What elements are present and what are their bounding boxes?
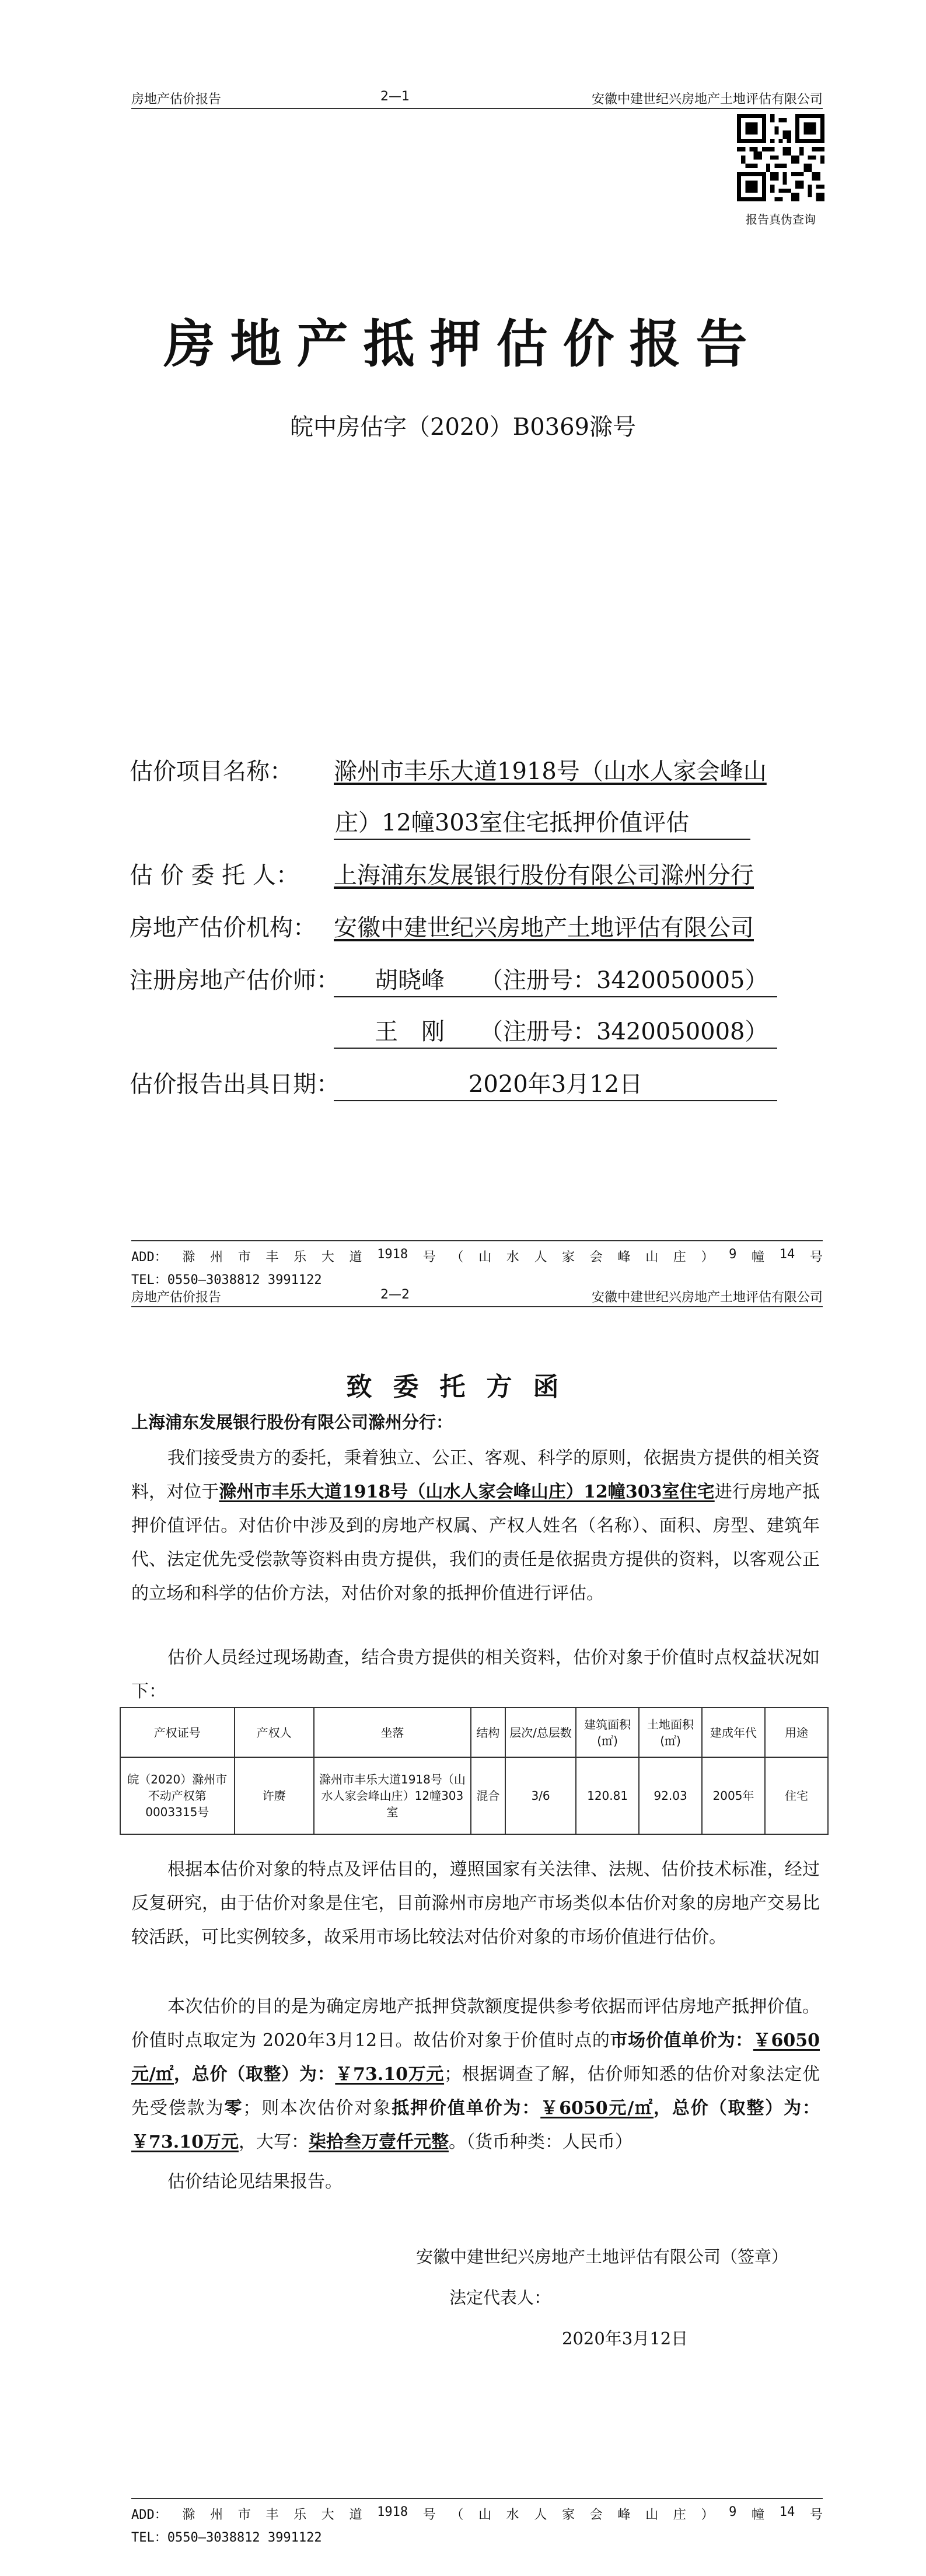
- table-header: 土地面积(㎡): [639, 1708, 702, 1757]
- table-header: 用途: [765, 1708, 828, 1757]
- table-cell: 皖（2020）滁州市不动产权第0003315号: [120, 1757, 235, 1834]
- page1-header: [131, 85, 823, 109]
- footer-address-part: 人: [534, 1250, 547, 1265]
- p3-text: 根据本估价对象的特点及评估目的，遵照国家有关法律、法规、估价技术标准，经过反复研究，由于估价对象是住宅，目前滁州市房地产市场类似本估价对象的房地产交易比较活跃，可比实例较多，故采用市场比较法对估价对象的市场价值进行估价。: [131, 1859, 820, 1947]
- footer-address-part: 峰: [617, 2508, 631, 2522]
- client-label: 估 价 委 托 人：: [130, 862, 299, 889]
- footer-address-part: 滁: [182, 2508, 195, 2522]
- header-right: 安徽中建世纪兴房地产土地评估有限公司: [591, 1290, 823, 1305]
- p4-market-total: ￥73.10万元: [335, 2064, 445, 2085]
- footer-address-part: 州: [210, 2508, 223, 2522]
- footer-address-part: 山: [645, 1250, 659, 1265]
- footer-address-part: 家: [562, 1250, 575, 1265]
- p4-market-unit-label: 市场价值单价为：: [610, 2030, 753, 2051]
- p4-text: ，大写：: [238, 2132, 309, 2152]
- document-number: 皖中房估字（2020）B0369滁号: [290, 414, 636, 441]
- footer-address-part: 大: [321, 1250, 334, 1265]
- letter-greeting: 上海浦东发展银行股份有限公司滁州分行：: [131, 1412, 453, 1432]
- footer-address-part: 道: [349, 1250, 362, 1265]
- qr-code-icon: [737, 114, 824, 201]
- signature-date: 2020年3月12日: [562, 2329, 689, 2348]
- p4-mortgage-total-label: ，总价（取整）为：: [654, 2098, 820, 2118]
- agency-row: [130, 909, 754, 943]
- project-name-row2: [130, 804, 750, 840]
- agency-label: 房地产估价机构：: [130, 914, 316, 941]
- p4-text: 本次估价的目的是为确定房地产抵押贷款额度提供参考依据而评估房地产抵押价值。价值时点取定为 2020年3月12日。故估价对象于价值时点的: [131, 1996, 820, 2051]
- footer-address-part: 庄: [673, 1250, 686, 1265]
- footer-address-part: 号: [422, 1250, 436, 1265]
- footer-address-part: 幢: [752, 2508, 765, 2522]
- table-cell: 滁州市丰乐大道1918号（山水人家会峰山庄）12幢303室: [314, 1757, 471, 1834]
- client-value: 上海浦东发展银行股份有限公司滁州分行: [334, 862, 754, 889]
- table-header: 产权证号: [120, 1708, 235, 1757]
- page2-header: [131, 1283, 823, 1307]
- project-name-label: 估价项目名称：: [130, 758, 293, 785]
- signature-legal-rep: 法定代表人：: [449, 2288, 551, 2308]
- report-date-label: 估价报告出具日期：: [130, 1071, 340, 1098]
- footer-address-part: 州: [210, 1250, 223, 1265]
- footer-address-part: （: [450, 1250, 464, 1265]
- table-cell: 2005年: [702, 1757, 765, 1834]
- footer-address-part: 会: [589, 1250, 603, 1265]
- p1-text-c: 进行房地产抵押价值评估。对估价中涉及到的房地产权属、产权人姓名（名称）、面积、房型、建筑年代、法定优先受偿款等资料由贵方提供，我们的责任是依据贵方提供的资料，以客观公正的立场和科学的估价方法，对估价对象的抵押价值进行评估。: [131, 1482, 820, 1604]
- qr-caption: 报告真伪查询: [746, 212, 816, 226]
- footer-address-part: 市: [237, 1250, 251, 1265]
- table-cell: 许赓: [235, 1757, 314, 1834]
- footer-address: [131, 1247, 823, 1265]
- p4-amount-in-words: 柒拾叁万壹仟元整: [308, 2132, 449, 2152]
- appraiser-1: 胡晓峰 （注册号：3420050005）: [334, 962, 777, 997]
- footer-address-part: ）: [701, 2508, 714, 2522]
- table-header-row: [120, 1708, 828, 1757]
- letter-paragraph-1: [131, 1441, 820, 1611]
- p4-market-unit-price: ￥6050元/㎡: [131, 2030, 820, 2085]
- footer-address-part: 1918: [377, 1247, 408, 1262]
- report-title: 房地产抵押估价报告: [163, 313, 763, 374]
- table-cell: 混合: [471, 1757, 505, 1834]
- appraiser-row: [130, 962, 777, 997]
- client-row: [130, 857, 754, 890]
- footer-address-part: 家: [562, 2508, 575, 2522]
- p1-property-address: 滁州市丰乐大道1918号（山水人家会峰山庄）12幢303室住宅: [219, 1482, 715, 1502]
- footer-address-part: 庄: [673, 2508, 686, 2522]
- p4-text: ；根据调查了解，估价师知悉的估价对象法定优先受偿款为: [131, 2064, 820, 2118]
- footer-address-part: 丰: [265, 2508, 279, 2522]
- letter-title: 致委托方函: [346, 1372, 580, 1402]
- footer-address-part: 人: [534, 2508, 547, 2522]
- footer-address-part: 乐: [293, 2508, 307, 2522]
- header-right: 安徽中建世纪兴房地产土地评估有限公司: [591, 92, 823, 107]
- footer-address-part: 14: [779, 1247, 795, 1262]
- footer-address-part: 幢: [752, 1250, 765, 1265]
- p4-market-total-label: ，总价（取整）为：: [174, 2064, 336, 2085]
- footer-address-part: 号: [809, 2508, 823, 2522]
- appraiser-2: 王 刚 （注册号：3420050008）: [334, 1013, 777, 1049]
- p4-mortgage-unit-price: ￥6050元/㎡: [540, 2098, 654, 2118]
- footer-address-part: 9: [729, 2505, 737, 2519]
- page2-footer: [131, 2498, 823, 2546]
- footer-address-part: 峰: [617, 1250, 631, 1265]
- table-row: [120, 1757, 828, 1834]
- table-cell: 住宅: [765, 1757, 828, 1834]
- footer-address-part: ADD：: [131, 1250, 167, 1265]
- footer-tel: TEL：0550—3038812 3991122: [131, 2530, 322, 2545]
- footer-address-part: ADD：: [131, 2508, 167, 2522]
- project-name-row: [130, 753, 767, 786]
- footer-address-part: 1918: [377, 2505, 408, 2519]
- appraiser-label: 注册房地产估价师：: [130, 967, 340, 994]
- footer-address-part: 山: [478, 1250, 492, 1265]
- footer-address: [131, 2505, 823, 2523]
- footer-address-part: 市: [237, 2508, 251, 2522]
- footer-address-part: ）: [701, 1250, 714, 1265]
- footer-address-part: 道: [349, 2508, 362, 2522]
- footer-address-part: （: [450, 2508, 464, 2522]
- footer-address-part: 会: [589, 2508, 603, 2522]
- project-name-line2: 庄）12幢303室住宅抵押价值评估: [334, 804, 750, 840]
- appraiser-row2: [130, 1013, 777, 1049]
- table-header: 建筑面积(㎡): [576, 1708, 639, 1757]
- footer-address-part: 丰: [265, 1250, 279, 1265]
- footer-address-part: 9: [729, 1247, 737, 1262]
- table-header: 层次/总层数: [505, 1708, 576, 1757]
- letter-paragraph-5: [131, 2165, 820, 2199]
- table-cell: 92.03: [639, 1757, 702, 1834]
- footer-address-part: 滁: [182, 1250, 195, 1265]
- table-header: 结构: [471, 1708, 505, 1757]
- letter-paragraph-4: [131, 1990, 820, 2159]
- header-page-number: 2—1: [380, 89, 410, 104]
- p2-text: 估价人员经过现场勘查，结合贵方提供的相关资料，估价对象于价值时点权益状况如下：: [131, 1647, 820, 1702]
- table-header: 坐落: [314, 1708, 471, 1757]
- footer-address-part: 山: [645, 2508, 659, 2522]
- p4-text: 。（货币种类：人民币）: [448, 2132, 633, 2152]
- p4-priority-claim: 零: [224, 2098, 243, 2118]
- letter-paragraph-3: [131, 1853, 820, 1954]
- signature-company: 安徽中建世纪兴房地产土地评估有限公司（签章）: [416, 2247, 789, 2267]
- header-left: 房地产估价报告: [131, 1290, 222, 1305]
- letter-paragraph-2: [131, 1641, 820, 1709]
- p1-text-a: 我们接受贵方的委托，秉着独立、公正、客观、科学的原则，依据贵方提供的相关资料，对位于: [131, 1448, 820, 1502]
- footer-address-part: 号: [422, 2508, 436, 2522]
- table-cell: 3/6: [505, 1757, 576, 1834]
- footer-address-part: 水: [506, 1250, 519, 1265]
- header-left: 房地产估价报告: [131, 92, 222, 107]
- project-name-line1: 滁州市丰乐大道1918号（山水人家会峰山: [334, 758, 767, 785]
- footer-address-part: 14: [779, 2505, 795, 2519]
- table-header: 产权人: [235, 1708, 314, 1757]
- header-page-number: 2—2: [380, 1287, 410, 1302]
- page1-footer: [131, 1240, 823, 1288]
- p4-mortgage-total: ￥73.10万元: [131, 2132, 239, 2152]
- p4-text: ；则本次估价对象: [243, 2098, 392, 2118]
- table-cell: 120.81: [576, 1757, 639, 1834]
- footer-address-part: 乐: [293, 1250, 307, 1265]
- footer-address-part: 水: [506, 2508, 519, 2522]
- report-date-value: 2020年3月12日: [334, 1066, 777, 1101]
- footer-address-part: 大: [321, 2508, 334, 2522]
- p5-text: 估价结论见结果报告。: [167, 2172, 343, 2192]
- table-header: 建成年代: [702, 1708, 765, 1757]
- p4-mortgage-unit-label: 抵押价值单价为：: [392, 2098, 541, 2118]
- property-table: [120, 1707, 829, 1835]
- report-date-row: [130, 1066, 777, 1101]
- footer-address-part: 山: [478, 2508, 492, 2522]
- footer-address-part: 号: [809, 1250, 823, 1265]
- agency-value: 安徽中建世纪兴房地产土地评估有限公司: [334, 914, 754, 941]
- footer-tel: TEL：0550—3038812 3991122: [131, 1273, 322, 1287]
